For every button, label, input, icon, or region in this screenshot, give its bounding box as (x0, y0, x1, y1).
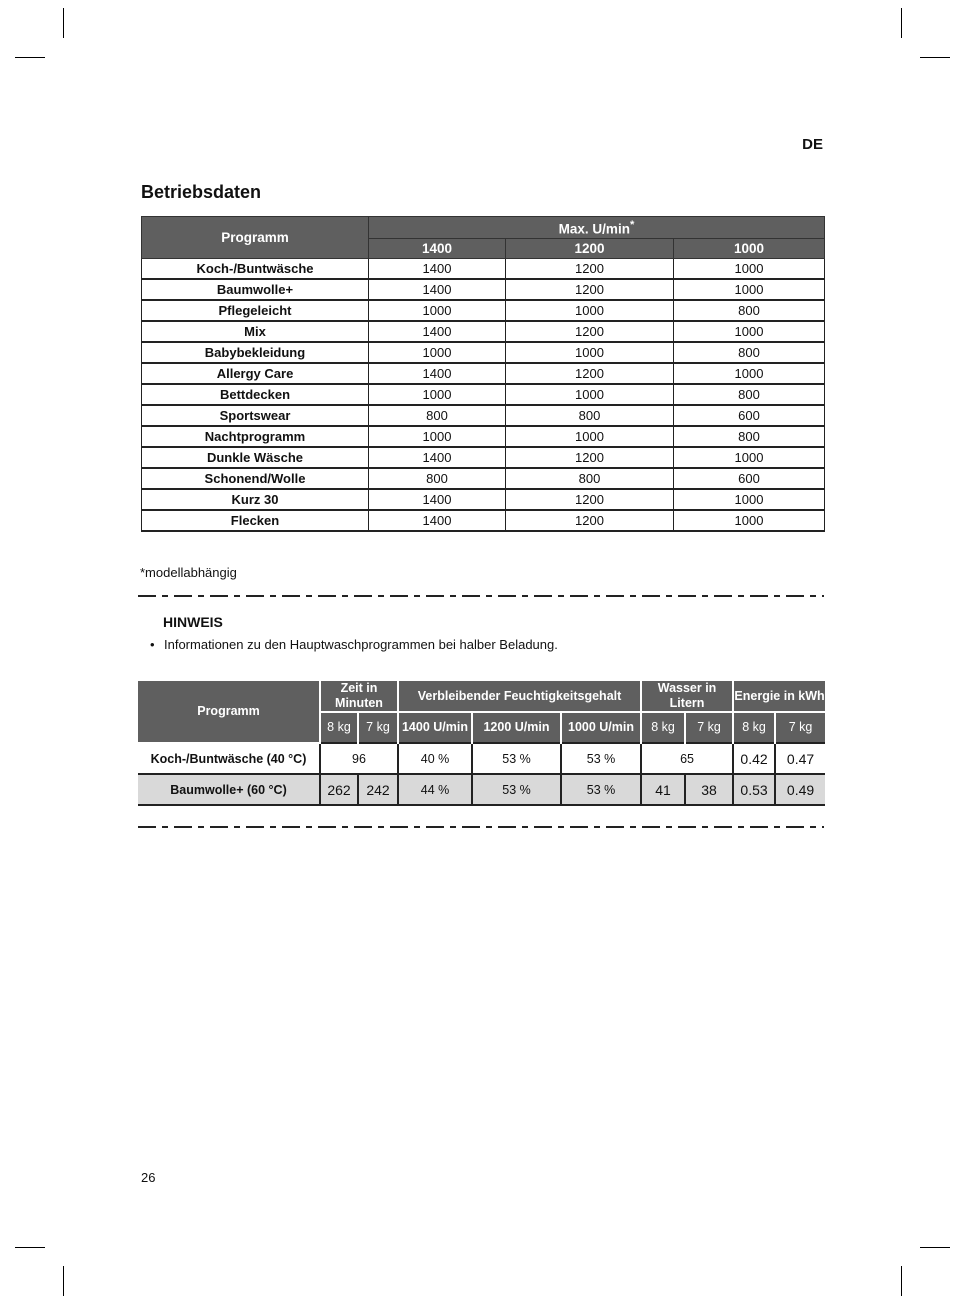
table-row (142, 321, 825, 342)
time-7kg-cell: 242 (358, 774, 398, 805)
time-8kg-cell: 262 (320, 774, 358, 805)
water-cell: 65 (641, 743, 733, 774)
speed-cell: 600 (674, 405, 825, 426)
speed-cell: 800 (674, 384, 825, 405)
water-8kg-cell: 41 (641, 774, 685, 805)
speed-cell: 1000 (506, 342, 674, 363)
speed-cell: 1400 (369, 510, 506, 531)
time-header: Zeit in Minuten (320, 681, 398, 712)
energy-header: Energie in kWh (733, 681, 825, 712)
program-cell: Baumwolle+ (142, 279, 369, 300)
table-row (142, 342, 825, 363)
moisture-1000-cell: 53 % (561, 774, 641, 805)
program-cell: Babybekleidung (142, 342, 369, 363)
speed-cell: 800 (369, 405, 506, 426)
speed-cell: 1000 (674, 510, 825, 531)
max-speed-header: Max. U/min* (369, 217, 825, 239)
speed-cell: 1400 (369, 259, 506, 280)
program-cell: Mix (142, 321, 369, 342)
program-cell: Bettdecken (142, 384, 369, 405)
speed-cell: 1000 (674, 279, 825, 300)
crop-mark (15, 57, 45, 58)
crop-mark (901, 1266, 902, 1296)
speed-cell: 800 (506, 468, 674, 489)
table-row (142, 489, 825, 510)
divider (138, 826, 824, 828)
speed-cell: 1200 (506, 489, 674, 510)
note-heading: HINWEIS (163, 614, 223, 630)
water-7kg-header: 7 kg (685, 712, 733, 743)
table-row (142, 447, 825, 468)
time-8kg-header: 8 kg (320, 712, 358, 743)
table-row (142, 363, 825, 384)
moisture-1000-header: 1000 U/min (561, 712, 641, 743)
moisture-1400-header: 1400 U/min (398, 712, 472, 743)
program-cell: Sportswear (142, 405, 369, 426)
speed-cell: 600 (674, 468, 825, 489)
crop-mark (920, 1247, 950, 1248)
speed-cell: 1000 (674, 321, 825, 342)
program-cell: Nachtprogramm (142, 426, 369, 447)
water-header: Wasser in Litern (641, 681, 733, 712)
footnote: *modellabhängig (140, 565, 237, 580)
program-info-table (138, 681, 825, 806)
program-cell: Pflegeleicht (142, 300, 369, 321)
moisture-1200-cell: 53 % (472, 743, 561, 774)
speed-cell: 800 (674, 300, 825, 321)
water-7kg-cell: 38 (685, 774, 733, 805)
speed-cell: 1400 (369, 447, 506, 468)
program-cell: Kurz 30 (142, 489, 369, 510)
speed-cell: 1200 (506, 363, 674, 384)
table-row (142, 405, 825, 426)
speed-cell: 1400 (369, 489, 506, 510)
moisture-1000-cell: 53 % (561, 743, 641, 774)
program-cell: Schonend/Wolle (142, 468, 369, 489)
speed-cell: 1400 (369, 363, 506, 384)
energy-7kg-cell: 0.47 (775, 743, 825, 774)
table-row (142, 426, 825, 447)
speed-cell: 1000 (369, 384, 506, 405)
program-cell: Baumwolle+ (60 °C) (138, 774, 320, 805)
moisture-1400-cell: 40 % (398, 743, 472, 774)
table-row (142, 510, 825, 531)
speed-cell: 1000 (369, 426, 506, 447)
crop-mark (901, 8, 902, 38)
language-tag: DE (802, 136, 823, 153)
crop-mark (63, 8, 64, 38)
note-item (150, 637, 558, 652)
program-cell: Allergy Care (142, 363, 369, 384)
page-title: Betriebsdaten (141, 182, 262, 202)
program-header: Programm (142, 217, 369, 259)
time-7kg-header: 7 kg (358, 712, 398, 743)
moisture-1400-cell: 44 % (398, 774, 472, 805)
speed-cell: 1200 (506, 447, 674, 468)
program-cell: Flecken (142, 510, 369, 531)
speed-cell: 1000 (674, 363, 825, 384)
water-8kg-header: 8 kg (641, 712, 685, 743)
moisture-header: Verbleibender Feuchtigkeitsgehalt (398, 681, 641, 712)
speed-cell: 1000 (506, 384, 674, 405)
crop-mark (15, 1247, 45, 1248)
table-row (142, 279, 825, 300)
table-row (142, 259, 825, 280)
speed-cell: 1000 (506, 300, 674, 321)
speed-cell: 1000 (369, 342, 506, 363)
table-row (138, 743, 825, 774)
speed-cell: 1200 (506, 279, 674, 300)
speed-cell: 1000 (674, 489, 825, 510)
speed-cell: 1000 (674, 447, 825, 468)
speed-column-header: 1400 (369, 239, 506, 259)
speed-column-header: 1000 (674, 239, 825, 259)
bullet: • (150, 637, 155, 652)
note-text: Informationen zu den Hauptwaschprogrammen bei halber Beladung. (164, 637, 558, 652)
speed-cell: 1200 (506, 321, 674, 342)
divider (138, 595, 824, 597)
program-cell: Koch-/Buntwäsche (40 °C) (138, 743, 320, 774)
speed-cell: 800 (674, 342, 825, 363)
speed-cell: 800 (369, 468, 506, 489)
energy-8kg-cell: 0.42 (733, 743, 775, 774)
speed-cell: 800 (674, 426, 825, 447)
speed-cell: 1000 (369, 300, 506, 321)
speed-column-header: 1200 (506, 239, 674, 259)
speed-cell: 1400 (369, 321, 506, 342)
speed-cell: 1000 (674, 259, 825, 280)
moisture-1200-header: 1200 U/min (472, 712, 561, 743)
program-cell: Dunkle Wäsche (142, 447, 369, 468)
program-header: Programm (138, 681, 320, 743)
table-row (138, 774, 825, 805)
speed-cell: 1200 (506, 259, 674, 280)
page-number: 26 (141, 1170, 156, 1185)
energy-7kg-header: 7 kg (775, 712, 825, 743)
energy-8kg-cell: 0.53 (733, 774, 775, 805)
table-row (142, 468, 825, 489)
speed-cell: 800 (506, 405, 674, 426)
speed-cell: 1200 (506, 510, 674, 531)
speed-cell: 1400 (369, 279, 506, 300)
energy-7kg-cell: 0.49 (775, 774, 825, 805)
crop-mark (63, 1266, 64, 1296)
energy-8kg-header: 8 kg (733, 712, 775, 743)
table-row (142, 384, 825, 405)
program-cell: Koch-/Buntwäsche (142, 259, 369, 280)
moisture-1200-cell: 53 % (472, 774, 561, 805)
speed-cell: 1000 (506, 426, 674, 447)
table-row (142, 300, 825, 321)
time-cell: 96 (320, 743, 398, 774)
spin-speed-table (141, 216, 825, 532)
crop-mark (920, 57, 950, 58)
